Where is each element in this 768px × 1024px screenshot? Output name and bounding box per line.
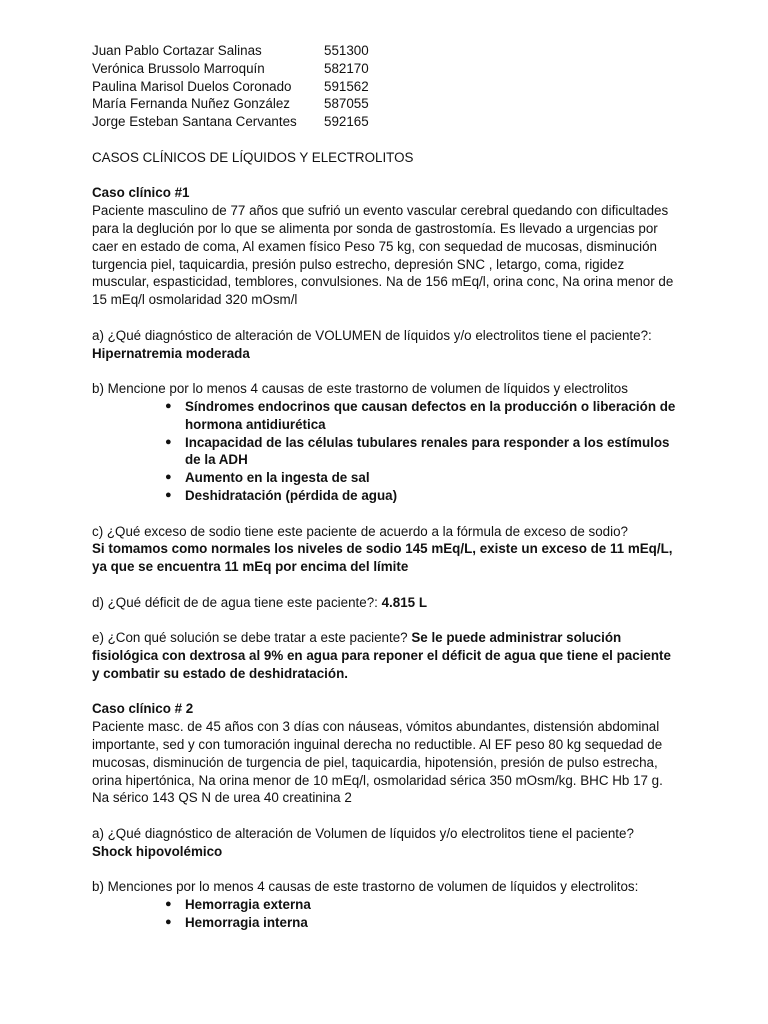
author-id: 551300 <box>324 43 369 58</box>
case1-description: Paciente masculino de 77 años que sufrió un evento vascular cerebral quedando con dificultades para la deglución por lo que se alimenta por sonda de gastrostomía. Es llevado a urgencias por caer en estado de coma, Al examen físico Peso 75 kg, con sequedad de mucosas, disminución turgencia piel, taquicardia, presión pulso estrecho, depresión SNC , letargo, coma, rigidez muscular, espasticidad, temblores, convulsiones. Na de 156 mEq/l, orina conc, Na orina menor de 15 mEq/l osmolaridad 320 mOsm/l <box>92 203 674 308</box>
bullet-icon: ● <box>165 471 172 484</box>
bullet-icon: ● <box>165 435 172 448</box>
author-row <box>92 113 369 131</box>
answer-text: Hipernatremia moderada <box>92 345 250 361</box>
author-name: Paulina Marisol Duelos Coronado <box>92 78 292 94</box>
case2-heading: Caso clínico # 2 <box>92 701 194 717</box>
case1-question-a <box>92 327 682 363</box>
list-item <box>165 487 682 505</box>
spacer <box>92 861 682 879</box>
spacer <box>92 576 682 594</box>
case1-question-c: c) ¿Qué exceso de sodio tiene este paciente de acuerdo a la fórmula de exceso de sodio? <box>92 523 628 539</box>
spacer <box>92 683 682 701</box>
list-item-text: Hemorragia interna <box>185 915 308 931</box>
case1-causes-list <box>92 398 682 505</box>
list-item <box>165 469 682 487</box>
list-item <box>165 398 682 434</box>
author-name: María Fernanda Nuñez González <box>92 96 290 112</box>
bullet-icon: ● <box>165 399 172 412</box>
list-item <box>165 896 682 914</box>
author-row <box>92 78 369 96</box>
author-id: 592165 <box>324 114 369 130</box>
author-row <box>92 60 369 78</box>
author-name: Verónica Brussolo Marroquín <box>92 60 265 76</box>
author-name: Jorge Esteban Santana Cervantes <box>92 114 297 130</box>
list-item-text: Hemorragia externa <box>185 897 311 913</box>
case1-answer-c: Si tomamos como normales los niveles de sodio 145 mEq/L, existe un exceso de 11 mEq/L, ya que se encuentra 11 mEq por encima del límite <box>92 541 673 575</box>
bullet-icon: ● <box>165 916 172 929</box>
case1-question-e <box>92 629 682 682</box>
spacer <box>92 505 682 523</box>
author-list <box>92 42 369 131</box>
answer-text: Se le puede administrar solución fisiológica con dextrosa al 9% en agua para reponer el déficit de agua que tiene el paciente y combatir su estado de deshidratación. <box>92 630 671 681</box>
answer-text: 4.815 L <box>381 594 428 610</box>
case2-question-b: b) Menciones por lo menos 4 causas de este trastorno de volumen de líquidos y electrolitos: <box>92 879 639 895</box>
question-text: e) ¿Con qué solución se debe tratar a este paciente? <box>92 630 412 646</box>
case1-question-d <box>92 594 682 612</box>
spacer <box>92 167 682 185</box>
list-item-text: Deshidratación (pérdida de agua) <box>185 487 398 503</box>
list-item-text: Incapacidad de las células tubulares renales para responder a los estímulos de la ADH <box>185 434 670 468</box>
author-name: Juan Pablo Cortazar Salinas <box>92 43 262 58</box>
case2-answer-a: Shock hipovolémico <box>92 843 223 859</box>
list-item-text: Aumento en la ingesta de sal <box>185 470 370 486</box>
spacer <box>92 362 682 380</box>
case2-description: Paciente masc. de 45 años con 3 días con náuseas, vómitos abundantes, distensión abdominal importante, sed y con tumoración inguinal derecha no reductible. Al EF peso 80 kg sequedad de mucosas, disminución de turgencia de piel, taquicardia, hipotensión, presión de pulso estrecha, orina hipertónica, Na orina menor de 10 mEq/l, osmolaridad sérica 350 mOsm/kg. BHC Hb 17 g. Na sérico 143 QS N de urea 40 creatinina 2 <box>92 719 663 806</box>
author-row <box>92 95 369 113</box>
spacer <box>92 807 682 825</box>
author-row <box>92 42 369 60</box>
case1-question-b: b) Mencione por lo menos 4 causas de este trastorno de volumen de líquidos y electrolitos <box>92 381 628 397</box>
author-id: 591562 <box>324 78 369 94</box>
list-item-text: Síndromes endocrinos que causan defectos en la producción o liberación de hormona antidiurética <box>185 398 676 432</box>
bullet-icon: ● <box>165 898 172 911</box>
document-page <box>92 42 682 932</box>
question-text: a) ¿Qué diagnóstico de alteración de VOLUMEN de líquidos y/o electrolitos tiene el paciente?: <box>92 327 652 343</box>
question-text: d) ¿Qué déficit de de agua tiene este paciente?: <box>92 594 382 610</box>
case1-heading: Caso clínico #1 <box>92 185 190 201</box>
spacer <box>92 131 682 149</box>
document-title: CASOS CLÍNICOS DE LÍQUIDOS Y ELECTROLITOS <box>92 149 414 165</box>
list-item <box>165 434 682 470</box>
spacer <box>92 612 682 630</box>
bullet-icon: ● <box>165 488 172 501</box>
author-id: 587055 <box>324 96 369 112</box>
author-id: 582170 <box>324 60 369 76</box>
list-item <box>165 914 682 932</box>
case2-causes-list <box>92 896 682 932</box>
case2-question-a: a) ¿Qué diagnóstico de alteración de Volumen de líquidos y/o electrolitos tiene el paciente? <box>92 826 634 842</box>
spacer <box>92 309 682 327</box>
